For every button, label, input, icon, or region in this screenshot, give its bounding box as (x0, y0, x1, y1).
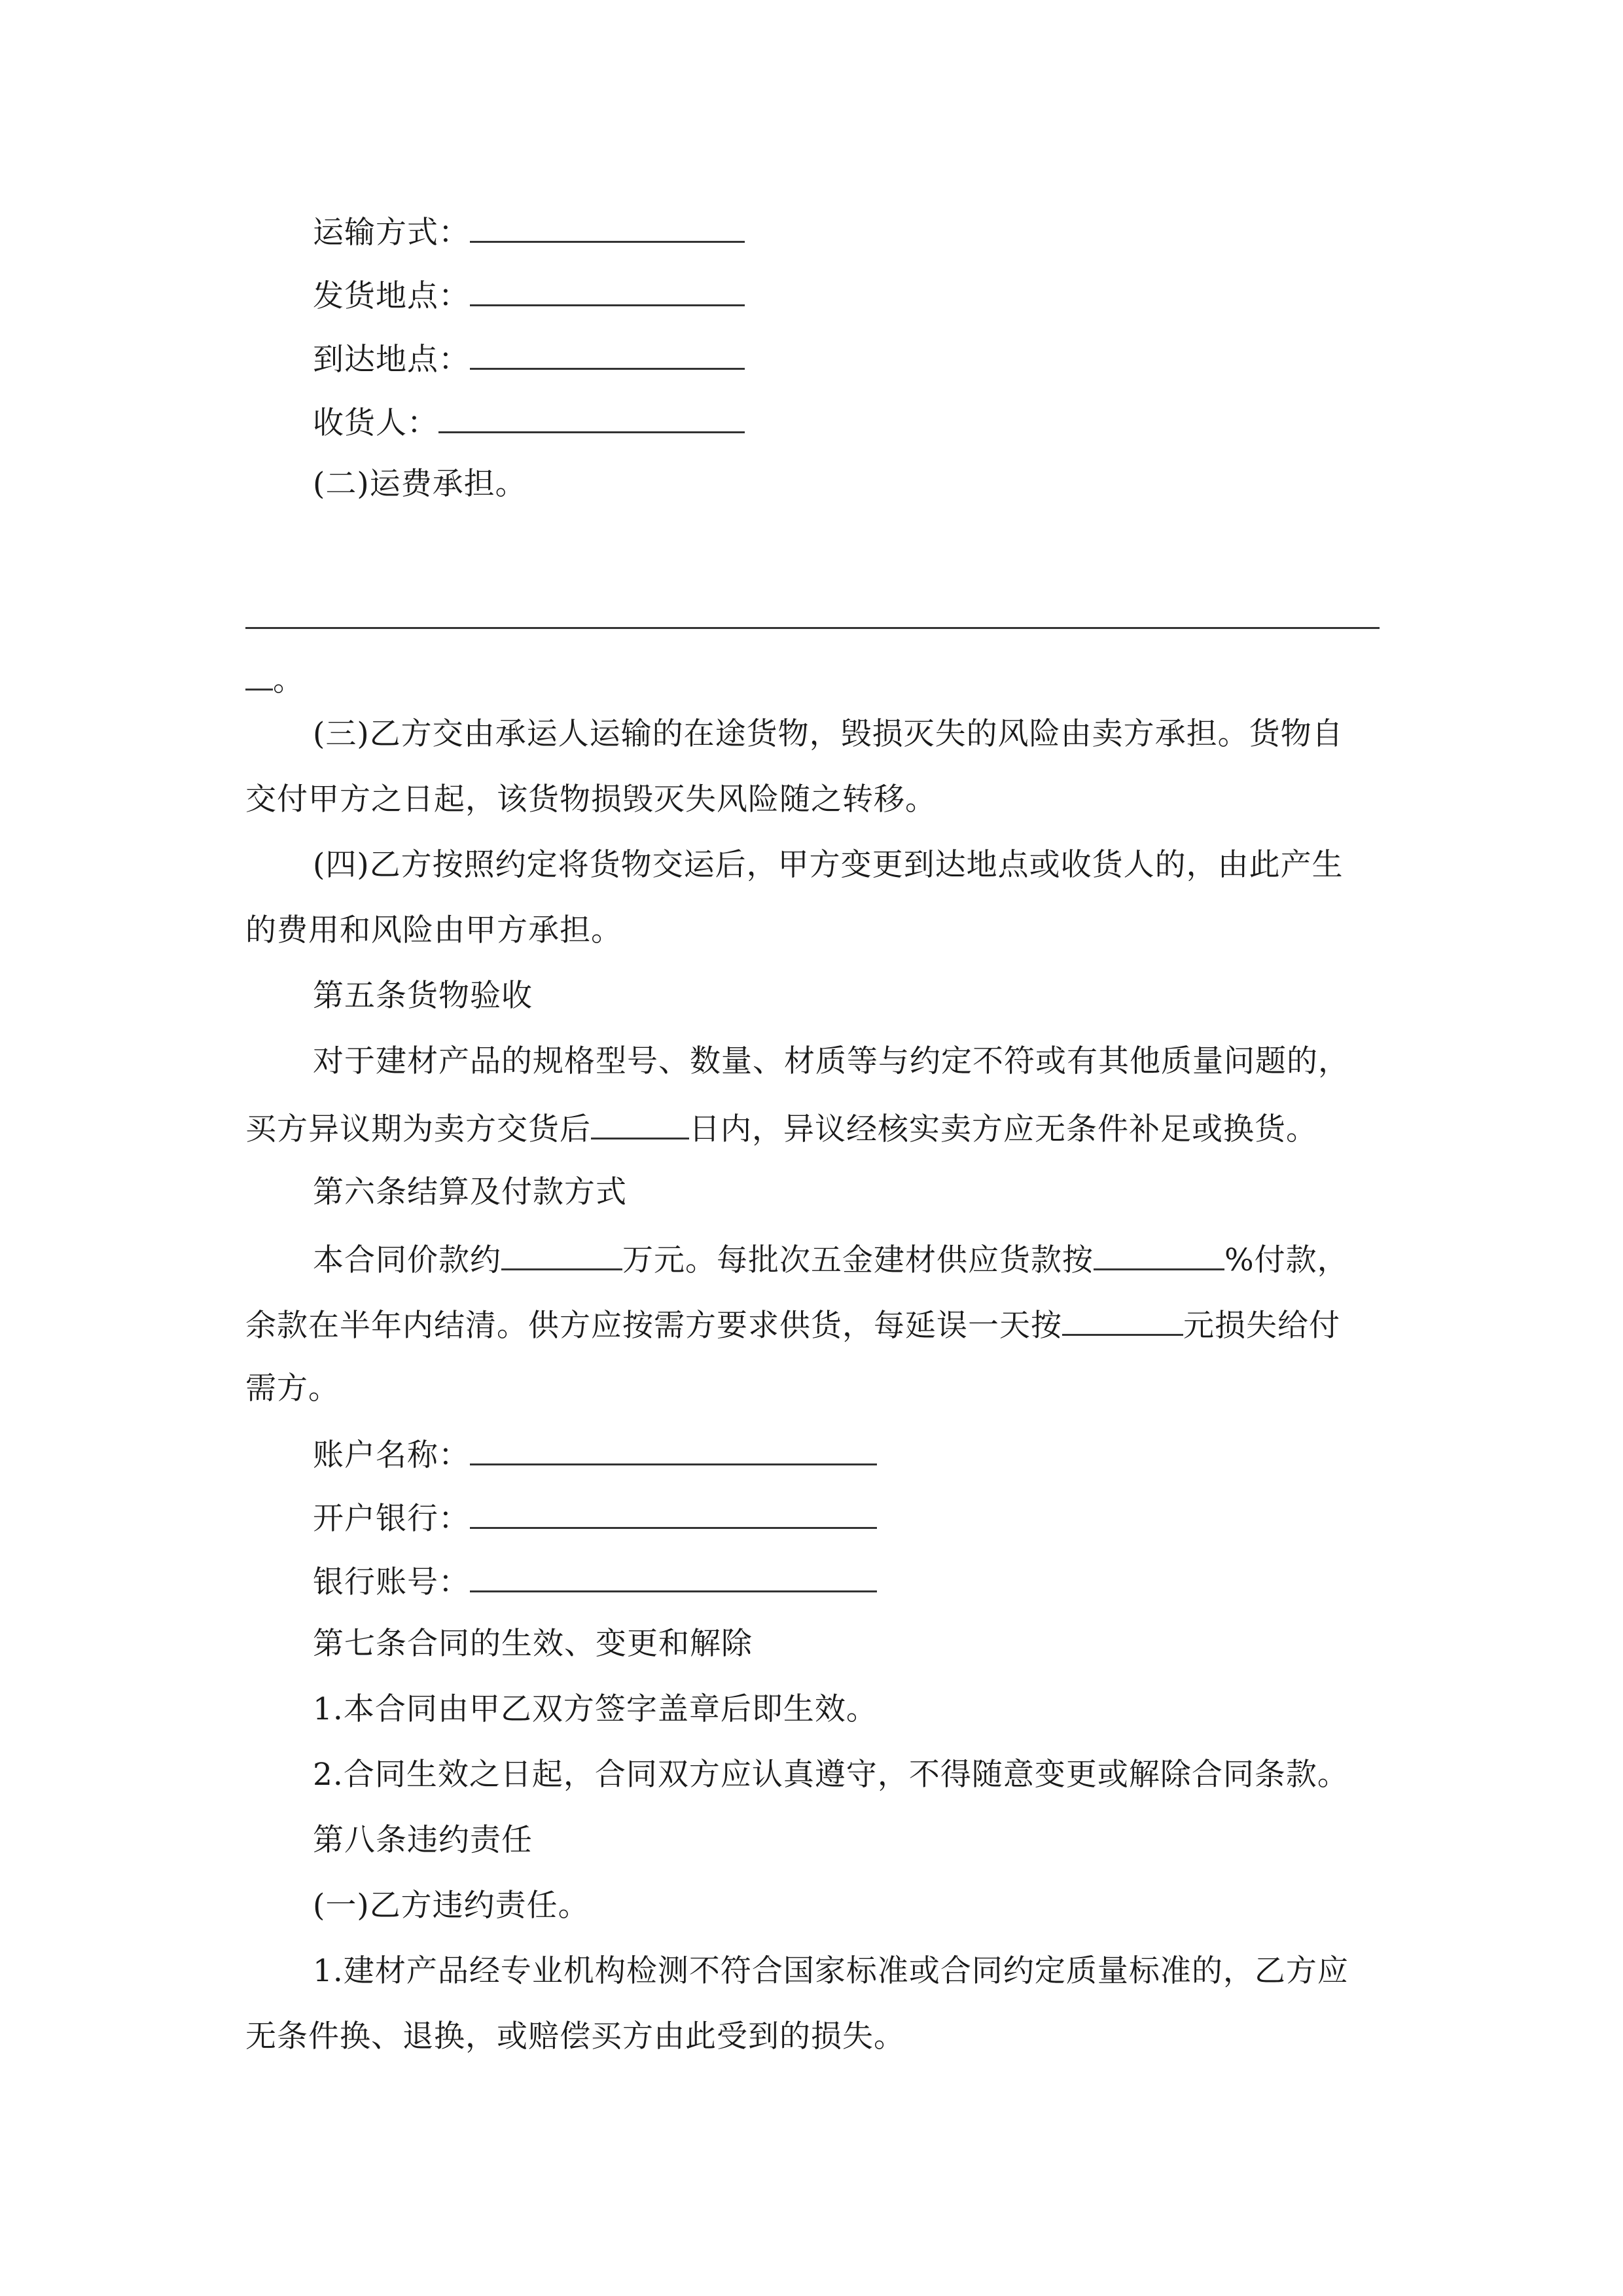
account-number-line (313, 1564, 877, 1598)
risk-paragraph-4-line-2: 的费用和风险由甲方承担。 (245, 912, 622, 948)
article-6-text-c: %付款， (1224, 1242, 1349, 1278)
transport-method-label: 运输方式： (313, 215, 470, 251)
origin-blank[interactable] (470, 278, 745, 306)
consignee-line (313, 405, 745, 439)
article-5-text-a: 买方异议期为卖方交货后 (245, 1111, 591, 1147)
risk-paragraph-3-line-2: 交付甲方之日起，该货物损毁灭失风险随之转移。 (245, 781, 936, 817)
article-7-item-1: 1.本合同由甲乙双方签字盖章后即生效。 (313, 1691, 878, 1727)
article-6-title: 第六条结算及付款方式 (313, 1174, 627, 1210)
consignee-blank[interactable] (438, 405, 745, 433)
account-name-line (313, 1437, 877, 1471)
article-7-title: 第七条合同的生效、变更和解除 (313, 1626, 753, 1662)
freight-blank-end-line (245, 662, 304, 696)
article-6-text-b: 万元。每批次五金建材供应货款按 (622, 1242, 1094, 1278)
article-8-item-1-line-1: 1.建材产品经专业机构检测不符合国家标准或合同约定质量标准的，乙方应 (313, 1953, 1349, 1989)
delay-penalty-blank[interactable] (1062, 1308, 1183, 1336)
article-8-sub-1: (一)乙方违约责任。 (313, 1888, 590, 1924)
destination-blank[interactable] (470, 342, 745, 370)
objection-days-blank[interactable] (591, 1111, 689, 1139)
risk-paragraph-3-line-1: (三)乙方交由承运人运输的在途货物，毁损灭失的风险由卖方承担。货物自 (313, 716, 1344, 752)
freight-end-mark: 。 (273, 662, 304, 698)
transport-method-line (313, 215, 745, 251)
account-number-blank[interactable] (470, 1564, 877, 1592)
contract-price-blank[interactable] (501, 1242, 622, 1270)
risk-paragraph-4-line-1: (四)乙方按照约定将货物交运后，甲方变更到达地点或收货人的，由此产生 (313, 847, 1344, 883)
article-6-text-e: 元损失给付 (1183, 1308, 1340, 1344)
consignee-label: 收货人： (313, 405, 438, 441)
destination-label: 到达地点： (313, 342, 470, 378)
article-8-item-1-line-2: 无条件换、退换，或赔偿买方由此受到的损失。 (245, 2018, 905, 2054)
article-5-line-1: 对于建材产品的规格型号、数量、材质等与约定不符或有其他质量问题的， (313, 1043, 1349, 1079)
transport-method-blank[interactable] (470, 215, 745, 243)
article-7-item-2: 2.合同生效之日起，合同双方应认真遵守，不得随意变更或解除合同条款。 (313, 1757, 1349, 1793)
article-5-line-2 (245, 1111, 1317, 1145)
article-6-text-d: 余款在半年内结清。供方应按需方要求供货，每延误一天按 (245, 1308, 1062, 1344)
article-5-text-b: 日内，异议经核实卖方应无条件补足或换货。 (689, 1111, 1317, 1147)
bank-label: 开户银行： (313, 1501, 470, 1537)
account-number-label: 银行账号： (313, 1564, 470, 1600)
freight-blank-line[interactable] (245, 627, 1380, 629)
article-6-line-3: 需方。 (245, 1371, 340, 1407)
bank-line (313, 1501, 877, 1537)
freight-heading: (二)运费承担。 (313, 466, 527, 502)
bank-blank[interactable] (470, 1501, 877, 1529)
freight-blank-tail[interactable] (245, 662, 273, 691)
destination-line (313, 342, 745, 378)
origin-label: 发货地点： (313, 278, 470, 314)
article-6-line-2 (245, 1308, 1340, 1344)
account-name-blank[interactable] (470, 1437, 877, 1465)
article-6-line-1 (313, 1242, 1349, 1276)
article-6-text-a: 本合同价款约 (313, 1242, 501, 1278)
article-8-title: 第八条违约责任 (313, 1822, 533, 1858)
origin-line (313, 278, 745, 312)
article-5-title: 第五条货物验收 (313, 978, 533, 1014)
payment-percent-blank[interactable] (1094, 1242, 1224, 1270)
account-name-label: 账户名称： (313, 1437, 470, 1473)
